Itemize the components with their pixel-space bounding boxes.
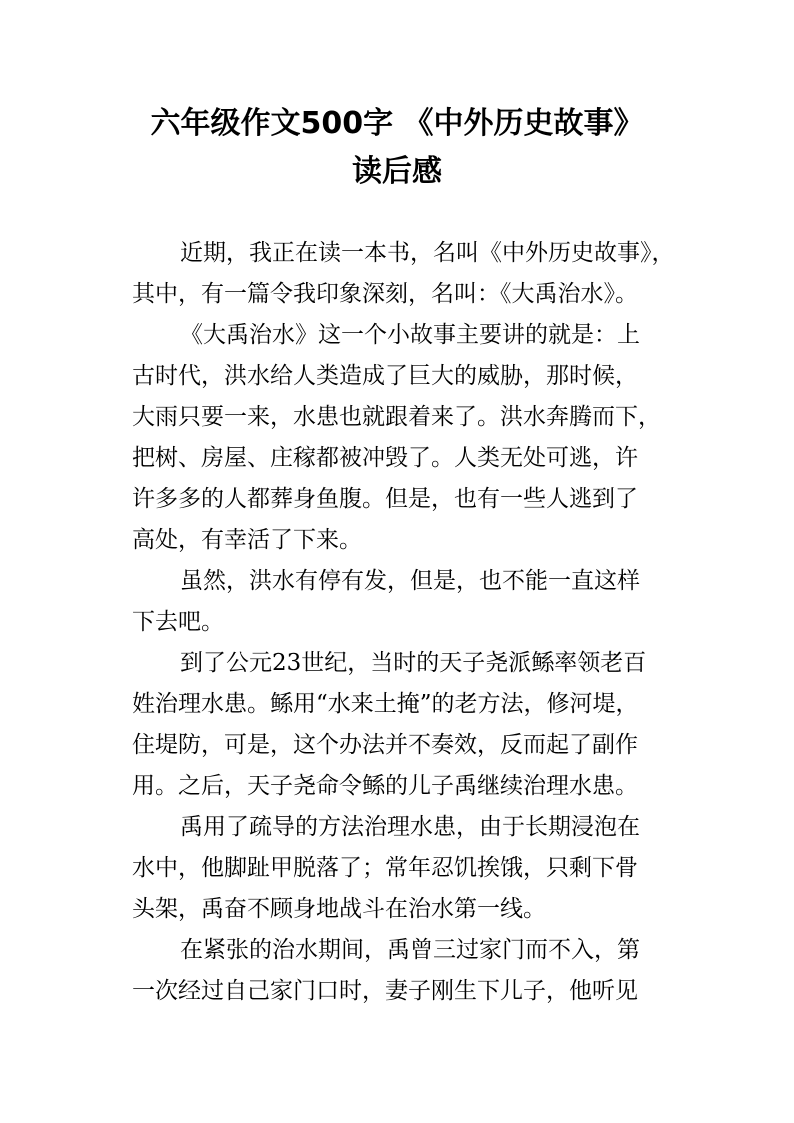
body-line: 到了公元23世纪，当时的天子尧派鲧率领老百 bbox=[180, 650, 647, 676]
title-line-1: 六年级作文500字 《中外历史故事》 bbox=[150, 106, 644, 141]
body-line: 大雨只要一来，水患也就跟着来了。洪水奔腾而下， bbox=[132, 404, 661, 430]
body-line: 在紧张的治水期间，禹曾三过家门而不入，第 bbox=[180, 937, 640, 963]
body-line: 其中，有一篇令我印象深刻，名叫：《大禹治水》。 bbox=[132, 281, 638, 307]
body-line: 古时代，洪水给人类造成了巨大的威胁，那时候， bbox=[132, 363, 638, 389]
body-line: 近期，我正在读一本书，名叫《中外历史故事》， bbox=[180, 240, 675, 266]
document-body bbox=[132, 233, 692, 1012]
body-line: 高处，有幸活了下来。 bbox=[132, 527, 362, 553]
body-line: 一次经过自己家门口时，妻子刚生下儿子，他听见 bbox=[132, 978, 638, 1004]
body-line: 住堤防，可是，这个办法并不奏效，反而起了副作 bbox=[132, 732, 638, 758]
body-line: 把树、房屋、庄稼都被冲毁了。人类无处可逃，许 bbox=[132, 445, 638, 471]
body-line: 虽然，洪水有停有发，但是，也不能一直这样 bbox=[180, 568, 640, 594]
body-line: 禹用了疏导的方法治理水患，由于长期浸泡在 bbox=[180, 814, 640, 840]
body-line: 用。之后，天子尧命令鲧的儿子禹继续治理水患。 bbox=[132, 773, 638, 799]
body-line: 《大禹治水》这一个小故事主要讲的就是：上 bbox=[180, 322, 640, 348]
body-line: 头架，禹奋不顾身地战斗在治水第一线。 bbox=[132, 896, 546, 922]
body-line: 水中，他脚趾甲脱落了；常年忍饥挨饿，只剩下骨 bbox=[132, 855, 638, 881]
body-line: 下去吧。 bbox=[132, 609, 224, 635]
document-title bbox=[100, 100, 694, 196]
body-line: 姓治理水患。鲧用“水来土掩”的老方法，修河堤， bbox=[132, 691, 639, 717]
body-line: 许多多的人都葬身鱼腹。但是，也有一些人逃到了 bbox=[132, 486, 638, 512]
title-line-2: 读后感 bbox=[352, 154, 442, 189]
